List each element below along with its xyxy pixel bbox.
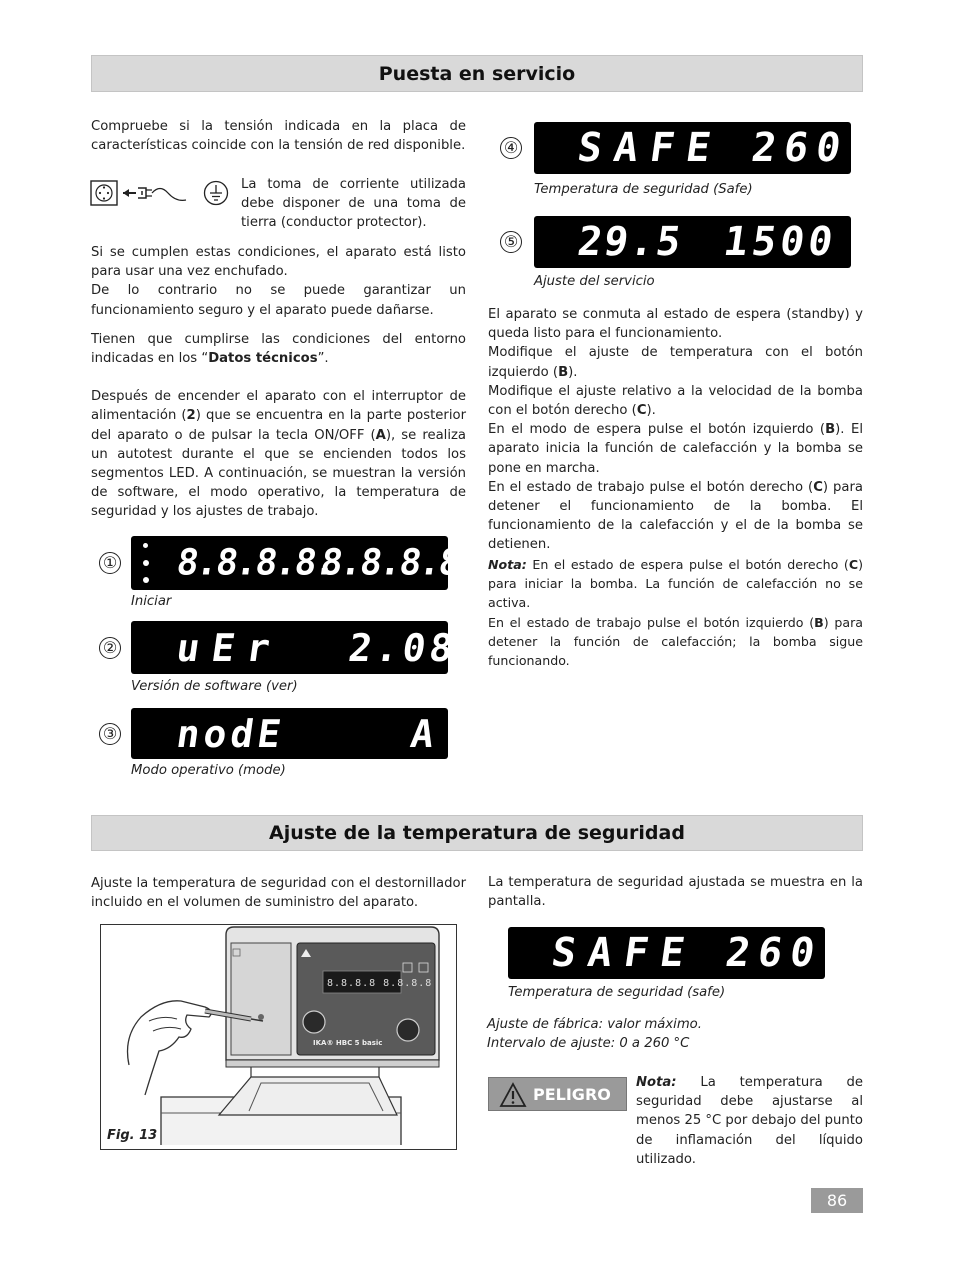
step-number-4: ④ (500, 137, 522, 159)
section-title: Ajuste de la temperatura de seguridad (269, 822, 685, 844)
section-header-puesta (91, 55, 863, 92)
danger-label: PELIGRO (533, 1085, 611, 1104)
danger-badge (488, 1077, 627, 1111)
safety-note: Nota: La temperatura de seguridad debe ajustarse al menos 25 °C por debajo del punto de inflamación del líquido utilizado. (636, 1075, 863, 1167)
led-display-1 (131, 536, 482, 590)
display-left-value: SAFE (548, 930, 700, 976)
intro-text: Compruebe si la tensión indicada en la placa de características coincide con la tensión de red disponible. (91, 119, 466, 154)
led-indicator-dot (143, 560, 149, 566)
led-display-4 (534, 122, 851, 174)
led-indicator-dot (143, 543, 148, 548)
step-number-5: ⑤ (500, 231, 522, 253)
figure-label: Fig. 13 (107, 1128, 158, 1143)
display-left-value: nodE (173, 711, 288, 756)
display-left-value: 8.8.8.8. (174, 542, 338, 584)
page-number: 86 (811, 1188, 863, 1213)
display-right-value: 8.8.8.8. (318, 542, 482, 584)
caption-safe: Temperatura de seguridad (safe) (508, 985, 726, 1000)
display-right-value: 1500 (720, 219, 840, 265)
display-right-value: 2.08 (345, 625, 460, 670)
svg-text:8.8.8.8 8.8.8.8: 8.8.8.8 8.8.8.8 (327, 978, 433, 989)
device-brand-text: IKA® HBC 5 basic (313, 1039, 383, 1047)
step-number-1: ① (99, 552, 121, 574)
figure-13-device-illustration (100, 924, 457, 1150)
display-right-value: A (407, 711, 437, 756)
caption-5: Ajuste del servicio (534, 274, 655, 289)
led-display-2 (131, 621, 460, 674)
caption-2: Versión de software (ver) (131, 679, 298, 694)
led-indicator-dot (143, 577, 149, 583)
display-left-value: 29.5 (574, 219, 686, 265)
conditions-text: Si se cumplen estas condiciones, el aparato está listo para usar una vez enchufado. De lo contrario no se puede garantizar un funcionamiento seguro y el aparato puede dañarse. Tienen que cumplirse las condiciones del entorno indicadas en los “Datos técnicos”. Después de encender el aparato con el interruptor de alimentación (2) que se encuentra en la parte posterior del aparato o de pulsar la tecla ON/OFF (A), se realiza un autotest durante el que se encienden todos los segmentos LED. A continuación, se muestran la versión de software, el modo operativo, la temperatura de seguridad y los ajustes de trabajo. (91, 245, 466, 520)
step-number-2: ② (99, 637, 121, 659)
section-header-seguridad (91, 815, 863, 851)
led-display-safe (508, 927, 825, 979)
safety-left-text: Ajuste la temperatura de seguridad con el destornillador incluido en el volumen de suministro del aparato. (91, 876, 466, 911)
operation-text: El aparato se conmuta al estado de espera (standby) y queda listo para el funcionamiento. Modifique el ajuste de temperatura con el botón izquierdo (B). Modifique el ajuste relativo a la velocidad de la bomba con el botón derecho (C). En el modo de espera pulse el botón izquierdo (B). El aparato inicia la función de calefacción y la bomba se pone en marcha. En el estado de trabajo pulse el botón derecho (C) para detener el funcionamiento de la bomba. El funcionamiento de la calefacción y el de la bomba se detienen. (488, 307, 864, 553)
operation-note: Nota: En el estado de espera pulse el botón derecho (C) para iniciar la bomba. La función de calefacción no se activa. En el estado de trabajo pulse el botón izquierdo (B) para detener la función de calefacción; la bomba sigue funcionando. (488, 557, 863, 669)
display-right-value: 260 (722, 930, 826, 976)
caption-3: Modo operativo (mode) (131, 763, 286, 778)
caption-1: Iniciar (131, 594, 172, 609)
display-left-value: uEr (173, 625, 285, 670)
caption-4: Temperatura de seguridad (Safe) (534, 182, 753, 197)
device-illustration (101, 925, 458, 1151)
safety-note-text: La temperatura de seguridad debe ajustarse al menos 25 °C por debajo del punto de inflamación del líquido utilizado. (636, 1075, 863, 1167)
section-title: Puesta en servicio (378, 63, 576, 85)
warning-triangle-icon (499, 1082, 527, 1108)
factory-setting: Ajuste de fábrica: valor máximo. Intervalo de ajuste: 0 a 260 °C (487, 1017, 702, 1052)
led-display-3 (131, 708, 448, 759)
plug-text: La toma de corriente utilizada debe disponer de una toma de tierra (conductor protector). (241, 177, 466, 231)
ground-icon (203, 180, 229, 210)
display-right-value: 260 (748, 125, 852, 171)
led-display-5 (534, 216, 851, 268)
display-left-value: SAFE (574, 125, 726, 171)
step-number-3: ③ (99, 723, 121, 745)
safety-right-text: La temperatura de seguridad ajustada se muestra en la pantalla. (488, 875, 863, 910)
